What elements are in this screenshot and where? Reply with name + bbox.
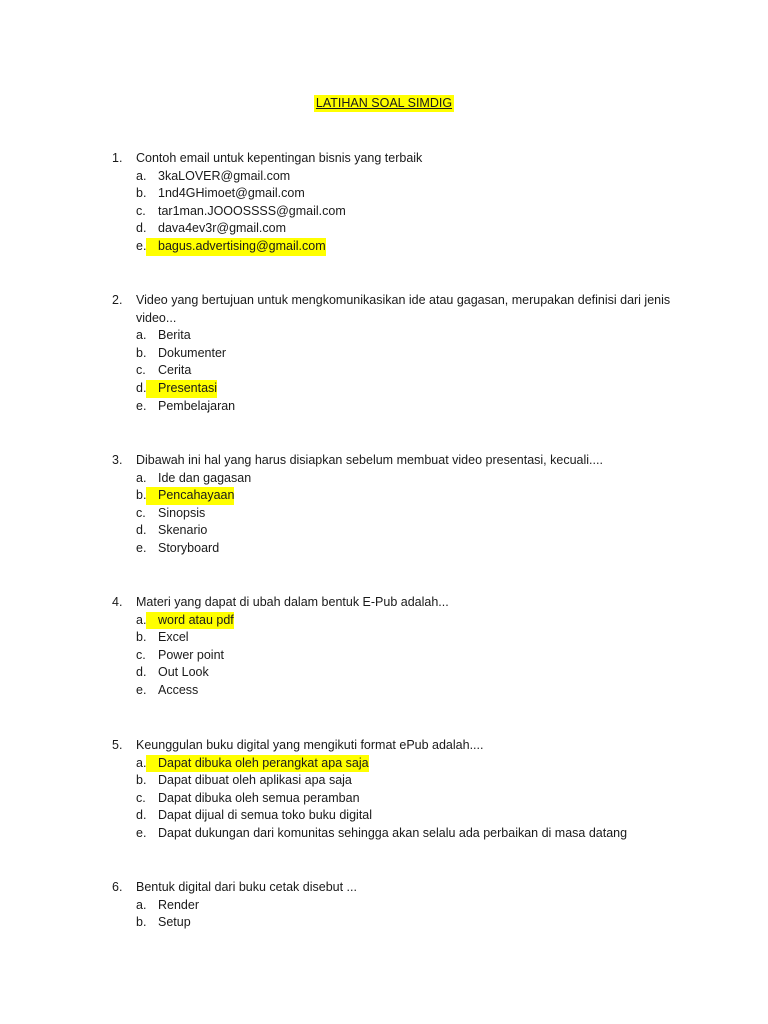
option-letter: e.	[136, 825, 147, 840]
option-letter: b.	[136, 915, 147, 930]
question-row	[112, 594, 672, 612]
question-6	[112, 879, 672, 932]
option-text: Dapat dijual di semua toko buku digital	[158, 808, 373, 823]
highlighted-answer-text: Dapat dibuka oleh perangkat apa saja	[158, 755, 369, 773]
answer-option-a	[112, 755, 672, 773]
option-text: Sinopsis	[158, 505, 206, 520]
answer-option-a	[112, 612, 672, 630]
option-letter: a.	[136, 470, 147, 485]
option-letter: d.	[136, 665, 147, 680]
option-letter: c.	[136, 203, 146, 218]
question-3	[112, 452, 672, 558]
answer-option-d	[112, 380, 672, 398]
answer-option-c	[112, 203, 672, 221]
answer-option-a	[112, 327, 672, 345]
option-letter: a.	[136, 755, 158, 773]
option-letter: a.	[136, 612, 158, 630]
question-text: Materi yang dapat di ubah dalam bentuk E-Pub adalah...	[136, 595, 449, 609]
option-letter: e.	[136, 398, 147, 413]
option-text: Access	[158, 682, 199, 697]
answer-option-b	[112, 772, 672, 790]
answer-option-b	[112, 914, 672, 932]
question-row	[112, 452, 672, 470]
answer-option-b	[112, 487, 672, 505]
question-number: 1.	[112, 151, 123, 165]
option-text: Skenario	[158, 523, 208, 538]
option-letter: e.	[136, 682, 147, 697]
answer-option-c	[112, 647, 672, 665]
option-letter: a.	[136, 168, 147, 183]
page-title: LATIHAN SOAL SIMDIG	[315, 96, 453, 110]
option-letter: d.	[136, 808, 147, 823]
answer-option-a	[112, 897, 672, 915]
option-text: Storyboard	[158, 540, 220, 555]
option-text: Ide dan gagasan	[158, 470, 252, 485]
option-letter: d.	[136, 221, 147, 236]
option-letter: d.	[136, 380, 158, 398]
question-row	[112, 150, 672, 168]
question-text: Video yang bertujuan untuk mengkomunikasikan ide atau gagasan, merupakan definisi dari jenis video...	[136, 293, 671, 325]
option-text: Dokumenter	[158, 345, 227, 360]
option-letter: e.	[136, 540, 147, 555]
option-letter: c.	[136, 647, 146, 662]
answer-option-d	[112, 807, 672, 825]
question-1	[112, 150, 672, 256]
question-number: 5.	[112, 738, 123, 752]
question-text: Bentuk digital dari buku cetak disebut ...	[136, 880, 357, 894]
answer-option-a	[112, 470, 672, 488]
option-text: Setup	[158, 915, 191, 930]
answer-option-e	[112, 540, 672, 558]
answer-option-e	[112, 398, 672, 416]
question-number: 3.	[112, 453, 123, 467]
question-row	[112, 292, 672, 327]
option-letter: c.	[136, 790, 146, 805]
option-text: tar1man.JOOOSSSS@gmail.com	[158, 203, 346, 218]
option-text: Berita	[158, 328, 191, 343]
highlighted-answer-text: Pencahayaan	[158, 487, 234, 505]
answer-option-c	[112, 790, 672, 808]
answer-option-d	[112, 664, 672, 682]
option-text: Dapat dibuka oleh semua peramban	[158, 790, 360, 805]
question-number: 4.	[112, 595, 123, 609]
question-text: Contoh email untuk kepentingan bisnis yang terbaik	[136, 151, 423, 165]
highlighted-answer-text: bagus.advertising@gmail.com	[158, 238, 326, 256]
option-text: Dapat dukungan dari komunitas sehingga akan selalu ada perbaikan di masa datang	[158, 825, 628, 840]
question-number: 2.	[112, 293, 123, 307]
option-text: 3kaLOVER@gmail.com	[158, 168, 291, 183]
question-number: 6.	[112, 880, 123, 894]
option-text: dava4ev3r@gmail.com	[158, 221, 287, 236]
answer-option-b	[112, 345, 672, 363]
option-letter: e.	[136, 238, 158, 256]
option-text: Render	[158, 897, 199, 912]
option-text: 1nd4GHimoet@gmail.com	[158, 186, 305, 201]
option-letter: b.	[136, 630, 147, 645]
answer-option-c	[112, 505, 672, 523]
option-letter: a.	[136, 897, 147, 912]
option-text: Dapat dibuat oleh aplikasi apa saja	[158, 773, 352, 788]
answer-option-b	[112, 629, 672, 647]
answer-option-b	[112, 185, 672, 203]
answer-option-e	[112, 238, 672, 256]
option-letter: d.	[136, 523, 147, 538]
question-row	[112, 737, 672, 755]
question-text: Keunggulan buku digital yang mengikuti format ePub adalah....	[136, 738, 484, 752]
option-text: Power point	[158, 647, 225, 662]
title-wrap	[0, 94, 768, 112]
option-text: Pembelajaran	[158, 398, 236, 413]
option-letter: b.	[136, 773, 147, 788]
question-5	[112, 737, 672, 843]
option-letter: b.	[136, 487, 158, 505]
option-text: Cerita	[158, 363, 192, 378]
answer-option-a	[112, 168, 672, 186]
answer-option-e	[112, 825, 672, 843]
highlighted-answer-text: Presentasi	[158, 380, 217, 398]
option-letter: c.	[136, 363, 146, 378]
answer-option-d	[112, 522, 672, 540]
option-letter: a.	[136, 328, 147, 343]
option-letter: c.	[136, 505, 146, 520]
option-letter: b.	[136, 345, 147, 360]
option-text: Excel	[158, 630, 189, 645]
question-text: Dibawah ini hal yang harus disiapkan sebelum membuat video presentasi, kecuali....	[136, 453, 603, 467]
answer-option-d	[112, 220, 672, 238]
answer-option-c	[112, 362, 672, 380]
highlighted-answer-text: word atau pdf	[158, 612, 234, 630]
option-letter: b.	[136, 186, 147, 201]
question-2	[112, 292, 672, 415]
option-text: Out Look	[158, 665, 209, 680]
question-row	[112, 879, 672, 897]
answer-option-e	[112, 682, 672, 700]
question-4	[112, 594, 672, 700]
